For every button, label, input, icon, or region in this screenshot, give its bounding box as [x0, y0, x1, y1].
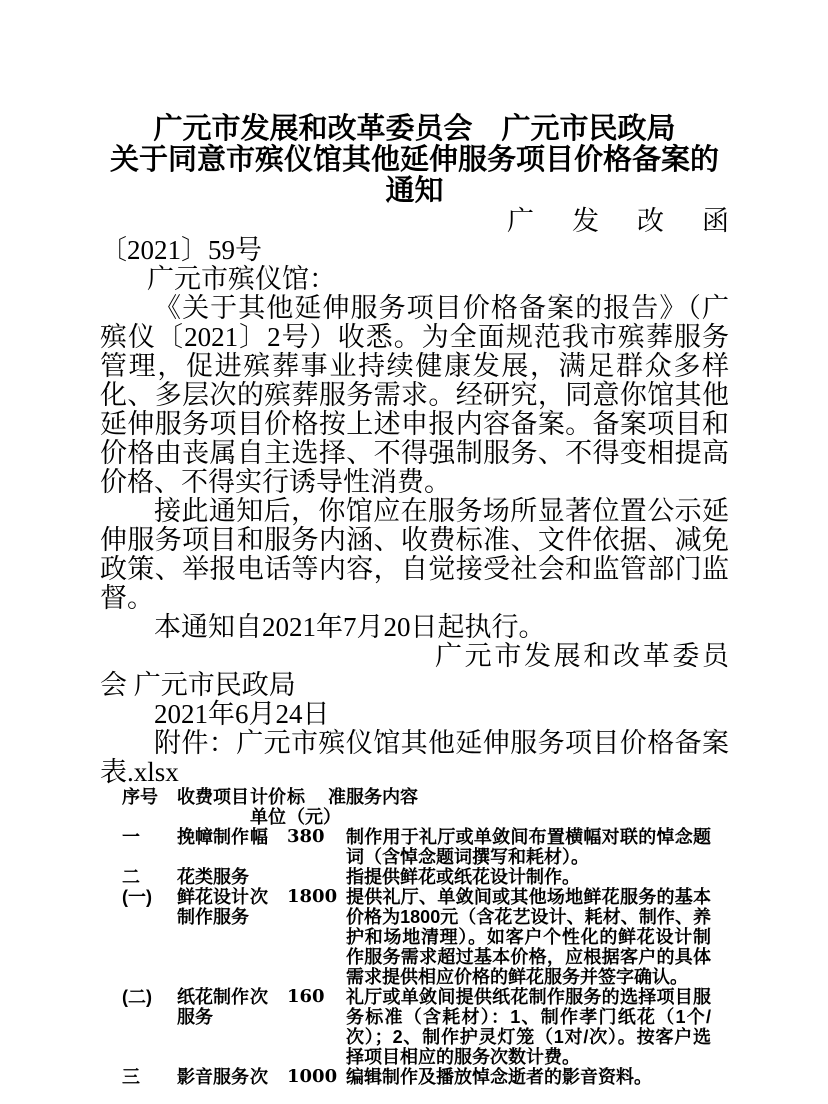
- cell-service-content: 编辑制作及播放悼念逝者的影音资料。: [346, 1067, 652, 1087]
- table-header-row: [122, 787, 729, 827]
- price-table: [100, 787, 729, 1087]
- cell-service-content: 指提供鲜花或纸花设计制作。: [346, 867, 580, 887]
- cell-price: 160: [287, 986, 325, 1007]
- cell-serial: 一: [122, 827, 140, 847]
- cell-serial: 三: [122, 1067, 140, 1087]
- notice-title: [100, 114, 729, 207]
- cell-unit: 次: [250, 887, 268, 907]
- table-row: [122, 987, 729, 1067]
- doc-number-prefix: 广发改函: [507, 206, 767, 236]
- table-row: [122, 887, 729, 987]
- attachment-line: 附件：广元市殡仪馆其他延伸服务项目价格备案表.xlsx: [100, 728, 729, 787]
- cell-price: 1000: [287, 1066, 338, 1087]
- effective-date-line: 本通知自2021年7月20日起执行。: [154, 612, 546, 642]
- header-cell-content: 服务内容: [346, 787, 418, 807]
- header-cell-item: 收费项目: [177, 787, 249, 807]
- cell-unit: [250, 867, 287, 887]
- cell-unit: 幅: [250, 827, 268, 847]
- header-cell-price: [287, 787, 346, 827]
- cell-serial: (二): [122, 987, 152, 1007]
- header-cell-unit: 计价单位: [250, 787, 286, 827]
- cell-item: 鲜花设计制作服务: [177, 887, 249, 927]
- cell-service-content: 礼厅或单敛间提供纸花制作服务的选择项目服务标准（含耗材）：1、制作孝门纸花（1个/次）；2、制作护灵灯笼（1对/次）。按客户选择项目相应的服务次数计费。: [346, 987, 711, 1067]
- title-line-2: 关于同意市殡仪馆其他延伸服务项目价格备案的: [109, 144, 719, 176]
- title-line-3: 通知: [385, 175, 444, 207]
- table-row: [122, 867, 729, 887]
- cell-item: 纸花制作服务: [177, 987, 249, 1027]
- doc-number-line-1: [100, 206, 767, 236]
- cell-unit: 次: [250, 987, 268, 1007]
- header-cell-price-line1: 标准: [287, 787, 346, 807]
- notice-body: [100, 206, 767, 787]
- cell-serial: 二: [122, 867, 140, 887]
- cell-price: 380: [287, 826, 325, 847]
- document-content: [100, 113, 767, 1087]
- cell-unit: 次: [250, 1067, 268, 1087]
- cell-service-content: 制作用于礼厅或单敛间布置横幅对联的悼念题词（含悼念题词撰写和耗材）。: [346, 827, 711, 867]
- paragraph-1: 《关于其他延伸服务项目价格备案的报告》（广殡仪〔2021〕2号）收悉。为全面规范我市殡葬服务管理，促进殡葬事业持续健康发展，满足群众多样化、多层次的殡葬服务需求。经研究，同意你馆其他延伸服务项目价格按上述申报内容备案。备案项目和价格由丧属自主选择、不得强制服务、不得变相提高价格、不得实行诱导性消费。: [100, 293, 729, 497]
- cell-serial: (一): [122, 887, 152, 907]
- header-cell-no: 序号: [122, 787, 158, 807]
- issue-date: 2021年6月24日: [154, 699, 330, 729]
- cell-service-content: 提供礼厅、单敛间或其他场地鲜花服务的基本价格为1800元（含花艺设计、耗材、制作、养护和场地清理）。如客户个性化的鲜花设计制作服务需求超过基本价格，应根据客户的具体需求提供相应价格的鲜花服务并签字确认。: [346, 887, 711, 987]
- doc-number-line-2: 〔2021〕59号: [100, 235, 262, 265]
- cell-price: [287, 867, 346, 887]
- table-row: [122, 1067, 729, 1087]
- cell-item: 影音服务: [177, 1067, 249, 1087]
- paragraph-2: 接此通知后，你馆应在服务场所显著位置公示延伸服务项目和服务内涵、收费标准、文件依据、减免政策、举报电话等内容，自觉接受社会和监管部门监督。: [100, 496, 729, 613]
- header-cell-price-line2: （元）: [287, 807, 341, 827]
- cell-item: 挽幛制作: [177, 827, 249, 847]
- cell-item: 花类服务: [177, 867, 249, 887]
- salutation: 广元市殡仪馆：: [147, 264, 336, 294]
- signature-line: 广元市发展和改革委员会 广元市民政局: [100, 641, 729, 700]
- cell-price: 1800: [287, 886, 338, 907]
- title-line-1: 广元市发展和改革委员会 广元市民政局: [153, 113, 676, 145]
- table-row: [122, 827, 729, 867]
